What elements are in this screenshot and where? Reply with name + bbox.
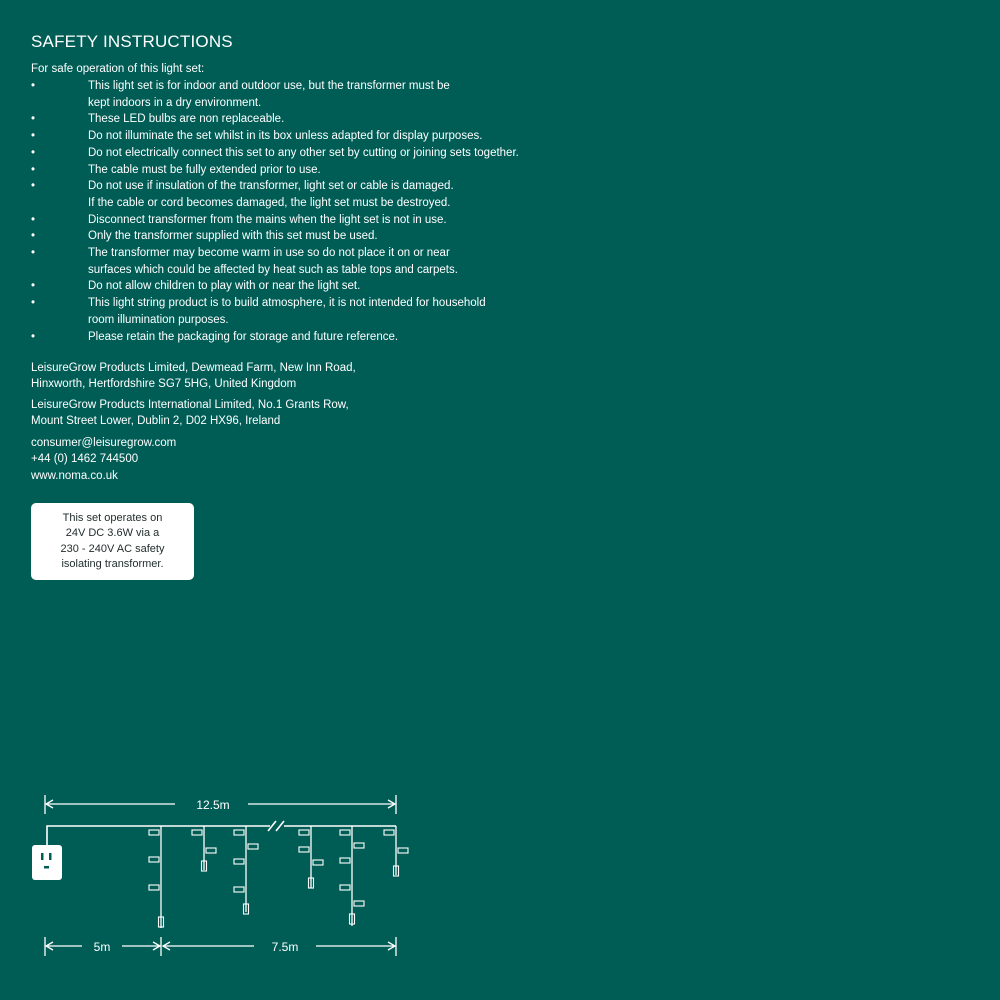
instruction-line: If the cable or cord becomes damaged, the light set must be destroyed. (88, 196, 451, 209)
contact-website: www.noma.co.uk (31, 469, 118, 482)
power-info-text (43, 511, 183, 572)
bullet-icon: • (31, 297, 36, 310)
power-info-box (31, 503, 194, 580)
instruction-line: Do not use if insulation of the transformer, light set or cable is damaged. (88, 180, 454, 193)
plug-icon (32, 845, 62, 880)
power-info-line: This set operates on (62, 512, 163, 525)
safety-instruction-item (31, 178, 591, 211)
safety-instruction-item (31, 162, 591, 179)
ireland-address (31, 397, 349, 430)
lit-length-label: 7.5m (271, 940, 299, 954)
light-set-diagram (0, 780, 430, 970)
instruction-line: Only the transformer supplied with this set must be used. (88, 230, 378, 243)
safety-instruction-item (31, 329, 591, 346)
address-line: Mount Street Lower, Dublin 2, D02 HX96, Ireland (31, 415, 281, 428)
safety-instruction-item (31, 212, 591, 229)
bullet-icon: • (31, 113, 36, 126)
cable (47, 821, 396, 845)
safety-instruction-item (31, 245, 591, 278)
intro-text: For safe operation of this light set: (31, 63, 205, 75)
bullet-icon: • (31, 280, 36, 293)
lead-length-label: 5m (93, 940, 111, 954)
safety-instruction-item (31, 128, 591, 145)
power-info-line: 230 - 240V AC safety (60, 542, 165, 555)
page-title: SAFETY INSTRUCTIONS (31, 32, 233, 51)
safety-instruction-item (31, 228, 591, 245)
instruction-line: Disconnect transformer from the mains when the light set is not in use. (88, 213, 447, 226)
instruction-line: This light set is for indoor and outdoor use, but the transformer must be (88, 80, 450, 92)
safety-instruction-item (31, 111, 591, 128)
bullet-icon: • (31, 247, 36, 260)
uk-address (31, 360, 356, 393)
instruction-line: kept indoors in a dry environment. (88, 96, 262, 109)
bullet-icon: • (31, 80, 36, 92)
safety-instruction-item (31, 145, 591, 162)
instruction-line: surfaces which could be affected by heat such as table tops and carpets. (88, 263, 458, 276)
instruction-line: Do not illuminate the set whilst in its box unless adapted for display purposes. (88, 130, 483, 143)
contact-details (31, 435, 176, 484)
bullet-icon: • (31, 230, 36, 243)
instruction-line: room illumination purposes. (88, 313, 229, 326)
contact-phone: +44 (0) 1462 744500 (31, 453, 139, 466)
instruction-line: These LED bulbs are non replaceable. (88, 113, 285, 126)
safety-instruction-item (31, 278, 591, 295)
instruction-line: The cable must be fully extended prior to use. (88, 163, 321, 176)
led-bulbs (149, 830, 408, 927)
safety-instruction-item (31, 295, 591, 328)
total-length-label: 12.5m (196, 798, 230, 812)
safety-instruction-item (31, 78, 591, 111)
bullet-icon: • (31, 146, 36, 159)
power-info-line: isolating transformer. (61, 557, 164, 570)
power-info-line: 24V DC 3.6W via a (65, 527, 160, 540)
bullet-icon: • (31, 330, 36, 343)
contact-email: consumer@leisuregrow.com (31, 437, 177, 449)
instruction-line: Please retain the packaging for storage and future reference. (88, 330, 399, 343)
instruction-line: Do not electrically connect this set to any other set by cutting or joining sets together. (88, 146, 519, 159)
address-line: Hinxworth, Hertfordshire SG7 5HG, United Kingdom (31, 378, 297, 391)
bullet-icon: • (31, 130, 36, 143)
bullet-icon: • (31, 213, 36, 226)
instruction-line: This light string product is to build atmosphere, it is not intended for household (88, 297, 486, 310)
icicle-drops (161, 826, 396, 928)
bullet-icon: • (31, 163, 36, 176)
bullet-icon: • (31, 180, 36, 193)
instruction-line: The transformer may become warm in use so do not place it on or near (88, 247, 450, 260)
address-line: LeisureGrow Products Limited, Dewmead Farm, New Inn Road, (31, 362, 356, 374)
safety-instructions-list (31, 78, 591, 345)
address-line: LeisureGrow Products International Limited, No.1 Grants Row, (31, 399, 349, 411)
instruction-line: Do not allow children to play with or near the light set. (88, 280, 361, 293)
